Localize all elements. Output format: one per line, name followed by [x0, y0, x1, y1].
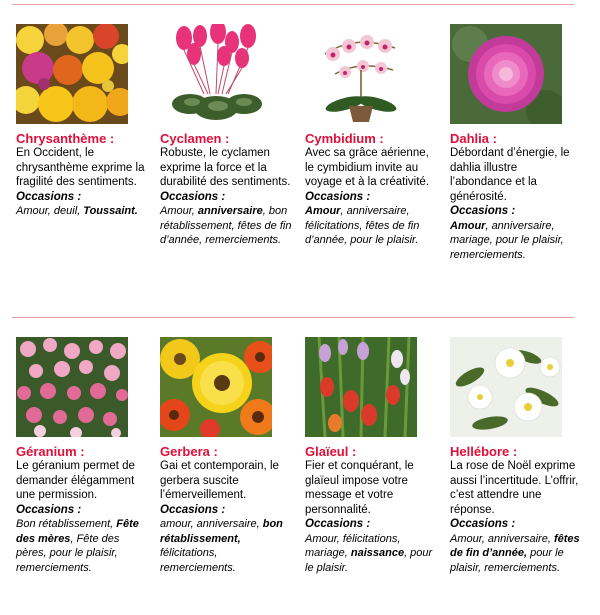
flower-card-dahlia — [450, 24, 582, 262]
occasions-label: Occasions : — [450, 205, 516, 217]
chrysanthemum-photo — [16, 24, 128, 124]
dahlia-photo — [450, 24, 562, 124]
flower-card-glaieul — [305, 337, 437, 575]
occasions-label: Occasions : — [16, 190, 82, 203]
occasions-label: Occasions : — [305, 190, 371, 203]
occasions-label: Occasions : — [160, 190, 226, 203]
flower-name: Géranium : — [16, 444, 85, 459]
occasions-list: Amour, anniversaire, bon rétablissement, fêtes de fin d’année, remerciements. — [160, 205, 292, 246]
flower-description: En Occident, le chrysanthème exprime la fragilité des sentiments. — [16, 147, 145, 188]
occasions-label: Occasions : — [305, 518, 371, 530]
occasions-list: Amour, anniversaire, fêtes de fin d’année, pour le plaisir, remerciements. — [450, 532, 580, 574]
occasions-label: Occasions : — [16, 503, 82, 516]
flower-description: Le géranium permet de demander élégamment une permission. — [16, 460, 135, 501]
gladiolus-photo — [305, 337, 417, 437]
flower-name: Dahlia : — [450, 131, 497, 146]
cyclamen-photo — [160, 24, 272, 124]
occasions-label: Occasions : — [160, 503, 226, 516]
occasions-list: Amour, anniversaire, mariage, pour le plaisir, remerciements. — [450, 219, 564, 261]
flower-name: Hellébore : — [450, 444, 518, 459]
middle-divider — [12, 317, 574, 318]
top-divider — [12, 4, 574, 5]
occasions-label: Occasions : — [450, 518, 516, 530]
occasions-list: amour, anniversaire, bon rétablissement, félicitations, remerciements. — [160, 518, 283, 574]
flower-name: Gerbera : — [160, 444, 218, 459]
flower-card-gerbera — [160, 337, 292, 575]
flower-card-cymbidium — [305, 24, 437, 248]
flower-description: La rose de Noël exprime aussi l’incertitude. L’offrir, c’est attendre une réponse. — [450, 460, 579, 516]
flower-description: Gai et contemporain, le gerbera suscite l’émerveillement. — [160, 460, 279, 501]
orchid-photo — [305, 24, 417, 124]
flower-description: Fier et conquérant, le glaïeul impose votre message et votre personnalité. — [305, 460, 414, 516]
flower-card-geranium — [16, 337, 146, 575]
flower-card-chrysantheme — [16, 24, 156, 219]
flower-description: Robuste, le cyclamen exprime la force et la durabilité des sentiments. — [160, 147, 291, 188]
flower-description: Avec sa grâce aérienne, le cymbidium invite au voyage et à la créativité. — [305, 147, 430, 188]
flower-card-cyclamen — [160, 24, 292, 248]
flower-description: Débordant d’énergie, le dahlia illustre l’abondance et la générosité. — [450, 147, 570, 203]
gerbera-photo — [160, 337, 272, 437]
occasions-list: Amour, anniversaire, félicitations, fêtes de fin d’année, pour le plaisir. — [305, 205, 420, 246]
flower-name: Cymbidium : — [305, 131, 384, 146]
geranium-photo — [16, 337, 128, 437]
flower-card-hellebore — [450, 337, 582, 575]
occasions-list: Bon rétablissement, Fête des mères, Fête des pères, pour le plaisir, remerciements. — [16, 518, 139, 574]
flower-name: Chrysanthème : — [16, 131, 115, 146]
occasions-list: Amour, félicitations, mariage, naissance, pour le plaisir. — [305, 532, 433, 574]
hellebore-photo — [450, 337, 562, 437]
flower-name: Cyclamen : — [160, 131, 230, 146]
flower-name: Glaïeul : — [305, 444, 357, 459]
occasions-list: Amour, deuil, Toussaint. — [16, 205, 138, 217]
